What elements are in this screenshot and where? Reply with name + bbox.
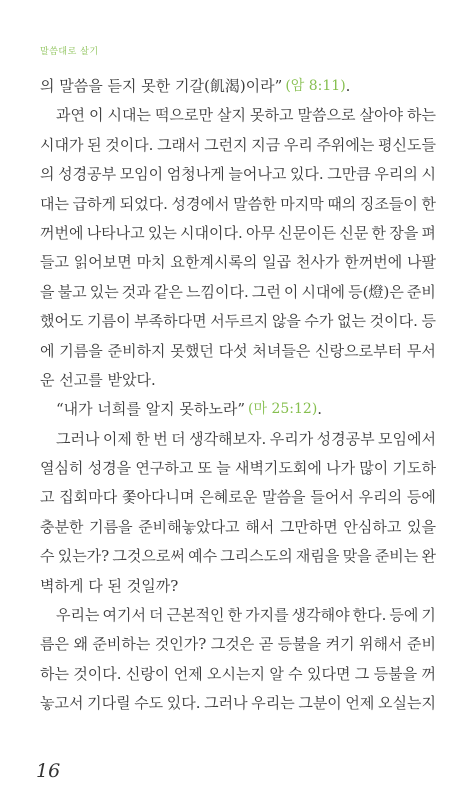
- word: 있다면: [306, 664, 351, 683]
- word: 과연: [56, 106, 85, 125]
- word: 나타나고: [86, 223, 145, 242]
- word: 번: [153, 429, 168, 448]
- word: 시대이다.: [180, 223, 243, 242]
- word: 성경공부: [58, 165, 117, 184]
- word: 것과: [121, 282, 151, 301]
- word: 성경에서: [171, 194, 230, 213]
- word: 한다.: [352, 606, 387, 625]
- word: 무서: [406, 341, 436, 360]
- word: 않을: [271, 312, 301, 331]
- word: 천사가: [295, 253, 340, 272]
- word: 처녀들은: [252, 341, 311, 360]
- word: 마지막: [280, 194, 324, 213]
- word: 읽어보면: [73, 253, 132, 272]
- word: 등에: [389, 606, 419, 625]
- word: 언제: [173, 664, 203, 683]
- word: 오시는지: [207, 664, 265, 683]
- word: 그것은: [210, 635, 255, 654]
- word: 장을: [389, 223, 419, 242]
- word: 시: [421, 165, 436, 184]
- word: 등에: [406, 488, 436, 507]
- word: 기름을: [89, 517, 133, 536]
- text-line: [40, 190, 436, 219]
- word: 알: [269, 664, 284, 683]
- text-line-content: 운 선고를 받았다.: [40, 370, 156, 389]
- word: 부족하다면: [134, 312, 207, 331]
- word: 왜: [73, 635, 88, 654]
- word: 없는: [337, 312, 366, 331]
- word: 많이: [359, 459, 389, 478]
- word: 한: [227, 606, 243, 625]
- text-line: [40, 307, 436, 336]
- word: 들어서: [310, 488, 354, 507]
- word: 때의: [327, 194, 357, 213]
- word: 기: [421, 606, 436, 625]
- word: 고: [40, 488, 55, 507]
- word: 그것으로써: [112, 547, 185, 566]
- word: 한꺼번에: [344, 253, 403, 272]
- scripture-reference: (암 8:11): [285, 78, 346, 94]
- word: 완: [421, 547, 436, 566]
- word: 우리의: [374, 165, 418, 184]
- word: 하는: [406, 106, 436, 125]
- text-line: [40, 337, 436, 366]
- word: 름은: [40, 635, 69, 654]
- text-line: [40, 131, 436, 160]
- word: 신문: [339, 223, 369, 242]
- word: 해서: [245, 517, 275, 536]
- word: 그러나: [56, 429, 100, 448]
- word: 것이다.: [105, 135, 154, 154]
- word: 그만하면: [279, 517, 338, 536]
- text-line: [40, 72, 436, 101]
- word: 근본적인: [166, 606, 225, 625]
- word: 시대는: [107, 106, 151, 125]
- text-line: [40, 572, 436, 601]
- word: 꺼번에: [40, 223, 84, 242]
- word: 은혜로운: [199, 488, 258, 507]
- word: 엄청나게: [166, 165, 225, 184]
- word: 이: [89, 106, 104, 125]
- word: 서두르지: [210, 312, 269, 331]
- word: 들고: [40, 253, 69, 272]
- text-line: [40, 425, 436, 454]
- word: 그래서: [157, 135, 201, 154]
- text-line: [40, 630, 436, 659]
- text-line: [40, 366, 436, 395]
- word: 불고: [57, 282, 87, 301]
- punctuation: .: [345, 77, 351, 95]
- word: 재림을: [295, 547, 340, 566]
- word: 신랑으로부터: [315, 341, 403, 360]
- word: 성경을: [87, 459, 132, 478]
- word: 충분한: [40, 517, 84, 536]
- word: 대는: [40, 194, 69, 213]
- word: 나가: [326, 459, 356, 478]
- word: 말씀을: [262, 488, 306, 507]
- word: 을: [40, 282, 55, 301]
- word: 되었다.: [119, 194, 168, 213]
- word: 있다.: [166, 694, 201, 713]
- word: 아무: [245, 223, 275, 242]
- word: 늘: [216, 459, 231, 478]
- text-line-content: 의 말씀을 듣지 못한 기갈(飢渴)이라”: [40, 77, 283, 95]
- word: 기도하: [392, 459, 436, 478]
- word: 시대에: [301, 282, 346, 301]
- word: 그분이: [298, 694, 342, 713]
- word: 수: [40, 547, 55, 566]
- word: 말씀으로: [297, 106, 356, 125]
- word: 것인가?: [154, 635, 207, 654]
- word: 그러나: [204, 694, 248, 713]
- word: 등: [421, 312, 436, 331]
- word: 우리: [283, 135, 313, 154]
- word: 있는: [89, 282, 119, 301]
- word: 에: [40, 341, 55, 360]
- word: 살지: [217, 106, 246, 125]
- word: 준비하는: [92, 635, 151, 654]
- word: 생각해보자.: [189, 429, 267, 448]
- text-line: [40, 483, 436, 512]
- word: 그런지: [204, 135, 248, 154]
- word: 등불을: [277, 635, 322, 654]
- word: 준비: [406, 635, 436, 654]
- text-line: [40, 513, 436, 542]
- word: 우리는: [56, 606, 100, 625]
- word: 준비는: [374, 547, 419, 566]
- word: 준비: [406, 282, 436, 301]
- word: 못했던: [170, 341, 214, 360]
- text-line: [40, 160, 436, 189]
- word: 꺼: [421, 664, 436, 683]
- word: 모임에서: [378, 429, 436, 448]
- word: 시대가: [40, 135, 84, 154]
- word: 연구하고: [135, 459, 194, 478]
- word: 성경공부: [316, 429, 375, 448]
- word: 기름이: [87, 312, 131, 331]
- word: 신랑이: [125, 664, 170, 683]
- word: 켜기: [325, 635, 355, 654]
- scripture-reference: (마 25:12): [248, 401, 318, 418]
- word: 열심히: [40, 459, 84, 478]
- word: 맞을: [342, 547, 372, 566]
- word: 지금: [251, 135, 281, 154]
- word: 의: [40, 165, 55, 184]
- word: 한: [421, 194, 436, 213]
- running-head: 말씀대로 살기: [40, 47, 99, 57]
- word: 된: [87, 135, 102, 154]
- word: 살아야: [359, 106, 403, 125]
- word: 오실는지: [378, 694, 436, 713]
- text-line-content: “내가 너희를 알지 못하노라”: [56, 400, 246, 419]
- word: 수가: [304, 312, 334, 331]
- word: 예수: [188, 547, 218, 566]
- word: 하는: [40, 664, 69, 683]
- word: 수: [288, 664, 303, 683]
- word: 준비해놓았다고: [138, 517, 240, 536]
- word: 펴: [421, 223, 436, 242]
- word: 같은: [153, 282, 183, 301]
- word: 우리의: [358, 488, 403, 507]
- word: 있을: [406, 517, 436, 536]
- text-line: [40, 542, 436, 571]
- text-line: [40, 454, 436, 483]
- word: 등불을: [373, 664, 418, 683]
- text-line: [40, 395, 436, 424]
- word: 그런: [251, 282, 281, 301]
- word: 위해서: [359, 635, 403, 654]
- word: 일곱: [262, 253, 292, 272]
- word: 모임이: [119, 165, 164, 184]
- word: 늘어나고: [228, 165, 287, 184]
- word: 한: [135, 429, 150, 448]
- word: 쫓아다니며: [122, 488, 195, 507]
- word: 우리가: [269, 429, 314, 448]
- text-line: [40, 219, 436, 248]
- word: 이: [283, 282, 299, 301]
- word: 새벽기도회에: [234, 459, 322, 478]
- word: 요한계시록의: [170, 253, 258, 272]
- word: 집회마다: [59, 488, 118, 507]
- word: 다섯: [218, 341, 248, 360]
- word: 마치: [136, 253, 166, 272]
- word: 이제: [102, 429, 132, 448]
- word: 못하고: [250, 106, 294, 125]
- word: 떡으로만: [155, 106, 213, 125]
- word: 수도: [134, 694, 164, 713]
- text-line: [40, 278, 436, 307]
- word: 징조들이: [359, 194, 418, 213]
- word: 가지를: [245, 606, 289, 625]
- word: 주위에는: [316, 135, 375, 154]
- word: 더: [149, 606, 164, 625]
- word: 한: [371, 223, 387, 242]
- text-line: [40, 101, 436, 130]
- body-text: [40, 72, 436, 719]
- word: 그만큼: [327, 165, 371, 184]
- word: 여기서: [102, 606, 146, 625]
- word: 또: [197, 459, 213, 478]
- word: 있는: [147, 223, 177, 242]
- word: 언제: [345, 694, 375, 713]
- text-line: [40, 660, 436, 689]
- text-line: [40, 689, 436, 718]
- word: 것이다.: [369, 312, 418, 331]
- word: 신문이든: [278, 223, 337, 242]
- word: 준비하지: [107, 341, 166, 360]
- page-number: 16: [36, 760, 61, 782]
- word: 느낌이다.: [185, 282, 249, 301]
- punctuation: .: [317, 400, 323, 419]
- text-line: [40, 601, 436, 630]
- word: 말씀한: [233, 194, 277, 213]
- word: 등(燈)은: [348, 282, 404, 301]
- text-line: [40, 248, 436, 277]
- word: 급하게: [72, 194, 117, 213]
- word: 있는가?: [57, 547, 110, 566]
- word: 더: [171, 429, 186, 448]
- word: 기다릴: [87, 694, 131, 713]
- word: 안심하고: [343, 517, 402, 536]
- word: 했어도: [40, 312, 84, 331]
- word: 있다.: [289, 165, 324, 184]
- word: 기름을: [59, 341, 103, 360]
- word: 생각해야: [291, 606, 350, 625]
- word: 우리는: [251, 694, 295, 713]
- word: 놓고서: [40, 694, 84, 713]
- word: 것이다.: [73, 664, 122, 683]
- word: 그리스도의: [220, 547, 293, 566]
- text-line-content: 벽하게 다 된 것일까?: [40, 576, 179, 595]
- word: 평신도들: [378, 135, 436, 154]
- word: 나팔: [407, 253, 436, 272]
- word: 그: [354, 664, 370, 683]
- word: 곧: [258, 635, 274, 654]
